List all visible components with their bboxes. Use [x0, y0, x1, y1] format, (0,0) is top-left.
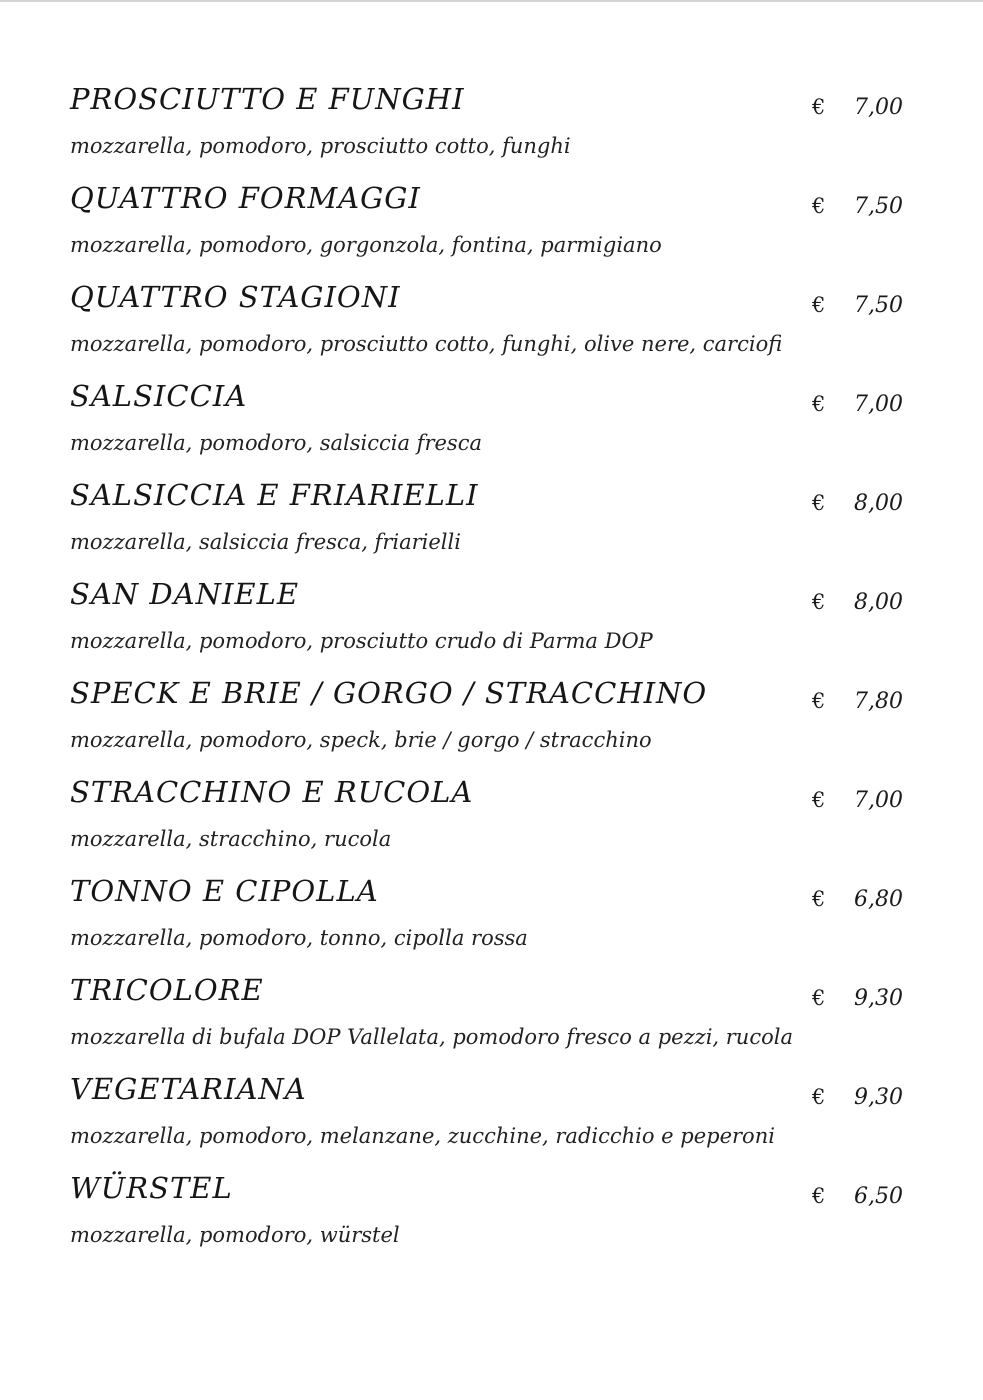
item-price: 9,30 — [854, 986, 903, 1011]
item-price: 7,00 — [854, 95, 903, 120]
item-name: TRICOLORE — [70, 973, 264, 1007]
item-description: mozzarella, pomodoro, speck, brie / gorgo / stracchino — [70, 728, 652, 752]
menu-item — [70, 80, 910, 179]
item-description: mozzarella, pomodoro, melanzane, zucchine, radicchio e peperoni — [70, 1124, 775, 1148]
item-name: VEGETARIANA — [70, 1072, 307, 1106]
currency-symbol: € — [812, 1184, 826, 1208]
currency-symbol: € — [812, 590, 826, 614]
item-name: TONNO E CIPOLLA — [70, 874, 379, 908]
item-name: PROSCIUTTO E FUNGHI — [70, 82, 465, 116]
item-description: mozzarella, pomodoro, gorgonzola, fontina, parmigiano — [70, 233, 662, 257]
item-name: QUATTRO FORMAGGI — [70, 181, 421, 215]
item-name: SAN DANIELE — [70, 577, 300, 611]
currency-symbol: € — [812, 986, 826, 1010]
currency-symbol: € — [812, 689, 826, 713]
item-name: SALSICCIA E FRIARIELLI — [70, 478, 479, 512]
menu-item — [70, 674, 910, 773]
currency-symbol: € — [812, 1085, 826, 1109]
currency-symbol: € — [812, 293, 826, 317]
item-description: mozzarella, salsiccia fresca, friarielli — [70, 530, 461, 554]
menu-item — [70, 476, 910, 575]
item-price: 8,00 — [854, 491, 903, 516]
item-description: mozzarella, pomodoro, prosciutto cotto, funghi, olive nere, carciofi — [70, 332, 783, 356]
item-name: WÜRSTEL — [70, 1171, 233, 1205]
item-price: 7,50 — [854, 293, 903, 318]
item-description: mozzarella, pomodoro, prosciutto crudo di Parma DOP — [70, 629, 653, 653]
item-name: QUATTRO STAGIONI — [70, 280, 401, 314]
item-price: 7,00 — [854, 392, 903, 417]
item-description: mozzarella, pomodoro, salsiccia fresca — [70, 431, 482, 455]
menu-item — [70, 575, 910, 674]
item-price: 7,80 — [854, 689, 903, 714]
item-description: mozzarella di bufala DOP Vallelata, pomodoro fresco a pezzi, rucola — [70, 1025, 793, 1049]
menu-item — [70, 773, 910, 872]
item-name: SPECK E BRIE / GORGO / STRACCHINO — [70, 676, 708, 710]
menu-item — [70, 278, 910, 377]
menu-item — [70, 971, 910, 1070]
menu-item — [70, 1070, 910, 1169]
item-price: 6,50 — [854, 1184, 903, 1209]
currency-symbol: € — [812, 887, 826, 911]
currency-symbol: € — [812, 95, 826, 119]
currency-symbol: € — [812, 788, 826, 812]
pizza-menu-list — [70, 80, 910, 1268]
item-price: 7,00 — [854, 788, 903, 813]
menu-item — [70, 179, 910, 278]
item-name: SALSICCIA — [70, 379, 248, 413]
item-price: 9,30 — [854, 1085, 903, 1110]
item-price: 8,00 — [854, 590, 903, 615]
menu-item — [70, 872, 910, 971]
item-description: mozzarella, pomodoro, würstel — [70, 1223, 400, 1247]
currency-symbol: € — [812, 194, 826, 218]
menu-item — [70, 377, 910, 476]
currency-symbol: € — [812, 491, 826, 515]
item-description: mozzarella, pomodoro, tonno, cipolla rossa — [70, 926, 528, 950]
item-description: mozzarella, stracchino, rucola — [70, 827, 392, 851]
item-description: mozzarella, pomodoro, prosciutto cotto, funghi — [70, 134, 571, 158]
currency-symbol: € — [812, 392, 826, 416]
item-price: 6,80 — [854, 887, 903, 912]
top-divider — [0, 0, 983, 2]
item-price: 7,50 — [854, 194, 903, 219]
item-name: STRACCHINO E RUCOLA — [70, 775, 474, 809]
menu-item — [70, 1169, 910, 1268]
